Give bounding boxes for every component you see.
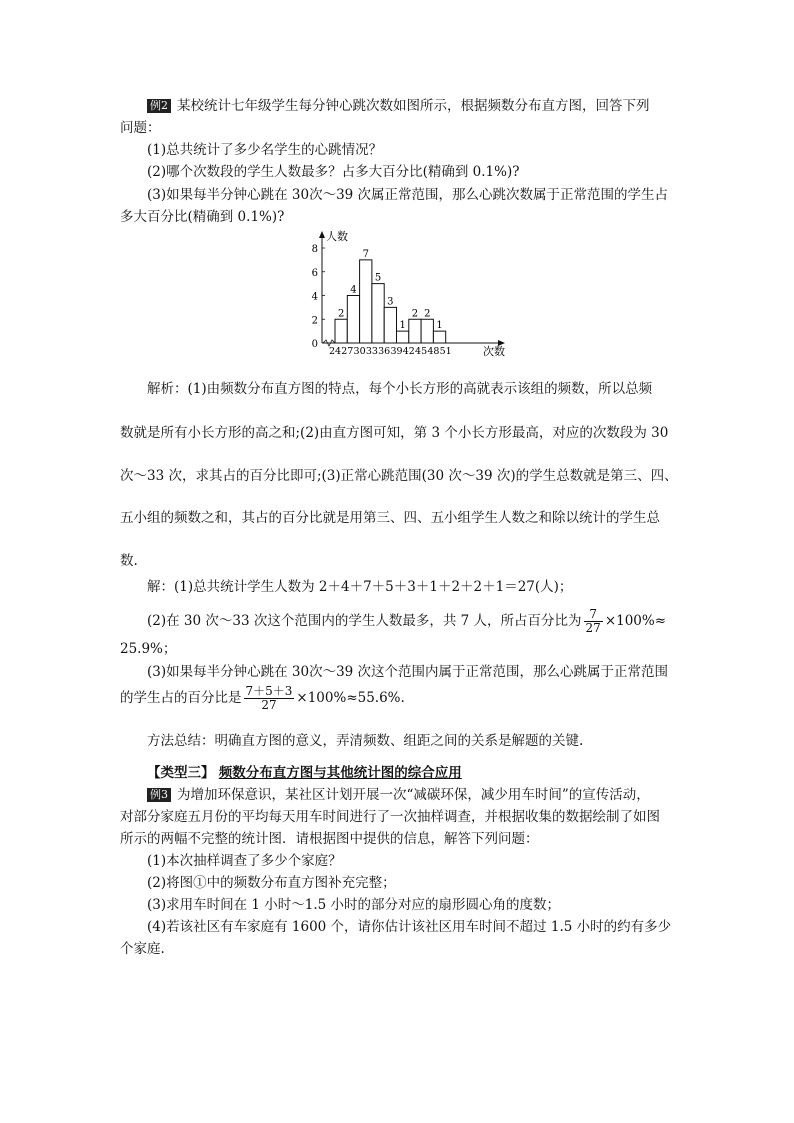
bar-value-label: 2	[411, 308, 419, 320]
y-axis-label: 人数	[326, 230, 348, 243]
example2-intro-line2: 问题：	[120, 120, 161, 136]
fraction-15-over-27: $\frac{7+5+3}{27}$	[245, 684, 293, 712]
histogram-bar	[347, 296, 359, 344]
analysis-line-2: 数就是所有小长方形的高之和;(2)由直方图可知，第 3 个小长方形最高，对应的次数段为 30	[120, 425, 669, 441]
example2-badge: 例2	[147, 99, 171, 113]
bar-value-label: 7	[362, 248, 369, 260]
example3-question-2: (2)将图①中的频数分布直方图补充完整；	[147, 875, 396, 891]
analysis-line-4: 五小组的频数之和，其占的百分比就是用第三、四、五小组学生人数之和除以统计的学生总	[120, 510, 660, 526]
bar-value-label: 2	[424, 308, 431, 320]
example2-question-3-line1: (3)如果每半分钟心跳在 30次～39 次属正常范围，那么心跳次数属于正常范围的学生占	[147, 187, 669, 203]
x-axis-label: 次数	[483, 345, 505, 358]
example3-question-3: (3)求用车时间在 1 小时～1.5 小时的部分对应的扇形圆心角的度数；	[147, 897, 561, 913]
type3-tag: 【类型三】	[147, 765, 215, 781]
example2-question-1: (1)总共统计了多少名学生的心跳情况？	[147, 142, 383, 158]
x-tick-label: 51	[439, 346, 452, 357]
x-tick-label: 45	[415, 346, 428, 357]
bar-value-label: 3	[387, 296, 394, 308]
y-tick-label: 8	[311, 244, 318, 255]
example3-badge: 例3	[147, 788, 171, 802]
example3-line-1: 例3 为增加环保意识，某社区计划开展一次“减碳环保，减少用车时间”的宣传活动，	[147, 786, 650, 804]
example3-question-4-line1: (4)若该社区有车家庭有 1600 个，请你估计该社区用车时间不超过 1.5 小时的约有多少	[147, 919, 672, 935]
y-tick-label: 6	[311, 267, 318, 279]
analysis-line-1: 解析：(1)由频数分布直方图的特点，每个小长方形的高就表示该组的频数，所以总频	[147, 381, 653, 397]
solution-line-2: (2)在 30 次～33 次这个范围内的学生人数最多，共 7 人，所占百分比为 $\frac{7}{27}$ ×100%≈	[147, 607, 667, 635]
example3-question-1: (1)本次抽样调查了多少个家庭？	[147, 853, 342, 869]
method-summary: 方法总结：明确直方图的意义，弄清频数、组距之间的关系是解题的关键.	[147, 733, 584, 749]
solution-line-1: 解：(1)总共统计学生人数为 2＋4＋7＋5＋3＋1＋2＋2＋1＝27(人)；	[147, 579, 573, 595]
example3-question-4-line2: 个家庭.	[120, 941, 165, 957]
histogram-bar	[360, 260, 372, 343]
histogram-chart	[300, 228, 530, 360]
x-tick-label: 39	[390, 346, 403, 357]
histogram-bar	[372, 284, 384, 343]
histogram-bar	[409, 319, 421, 343]
x-tick-label: 30	[353, 346, 366, 357]
x-tick-label: 48	[427, 346, 440, 357]
solution-line-3-cont: 的学生占的百分比是 $\frac{7+5+3}{27}$ ×100%≈55.6%.	[120, 684, 405, 712]
example2-question-3-line2: 多大百分比(精确到 0.1%)?	[120, 209, 285, 225]
y-tick-label: 2	[311, 315, 318, 327]
fraction-7-over-27: $\frac{7}{27}$	[585, 607, 601, 635]
bar-value-label: 4	[350, 284, 357, 296]
y-tick-label: 4	[311, 291, 318, 303]
x-tick-label: 24	[328, 346, 342, 357]
x-tick-label: 42	[402, 346, 415, 357]
bar-value-label: 2	[337, 308, 345, 320]
solution-line-3: (3)如果每半分钟心跳在 30次～39 次这个范围内属于正常范围，那么心跳属于正常范围	[147, 664, 669, 680]
bar-value-label: 1	[436, 320, 443, 332]
type3-title: 频数分布直方图与其他统计图的综合应用	[218, 765, 462, 781]
example3-line-3: 所示的两幅不完整的统计图．请根据图中提供的信息，解答下列问题：	[120, 831, 539, 847]
example2-intro-line1: 例2 某校统计七年级学生每分钟心跳次数如图所示，根据频数分布直方图，回答下列	[147, 97, 650, 115]
analysis-line-3: 次～33 次，求其占的百分比即可;(3)正常心跳范围(30 次～39 次)的学生总数就是第三、四、	[120, 468, 678, 484]
y-axis-arrow	[319, 231, 325, 238]
type3-heading	[147, 764, 462, 782]
example2-question-2: (2)哪个次数段的学生人数最多？占多大百分比(精确到 0.1%)?	[147, 164, 520, 180]
histogram-bar	[433, 331, 445, 343]
bar-value-label: 1	[399, 320, 406, 332]
analysis-line-5: 数.	[120, 553, 138, 569]
histogram-bar	[421, 319, 433, 343]
histogram-bar	[397, 331, 409, 343]
x-tick-label: 33	[365, 346, 378, 357]
histogram-bar	[384, 307, 396, 343]
solution-line-2-cont: 25.9%；	[120, 641, 177, 657]
example3-line-2: 对部分家庭五月份的平均每天用车时间进行了一次抽样调查，并根据收集的数据绘制了如图	[120, 809, 660, 825]
histogram-bar	[335, 319, 347, 343]
x-tick-label: 27	[341, 346, 354, 357]
bar-value-label: 5	[374, 272, 382, 284]
x-tick-label: 36	[378, 346, 391, 357]
y-tick-label: 0	[311, 339, 318, 350]
